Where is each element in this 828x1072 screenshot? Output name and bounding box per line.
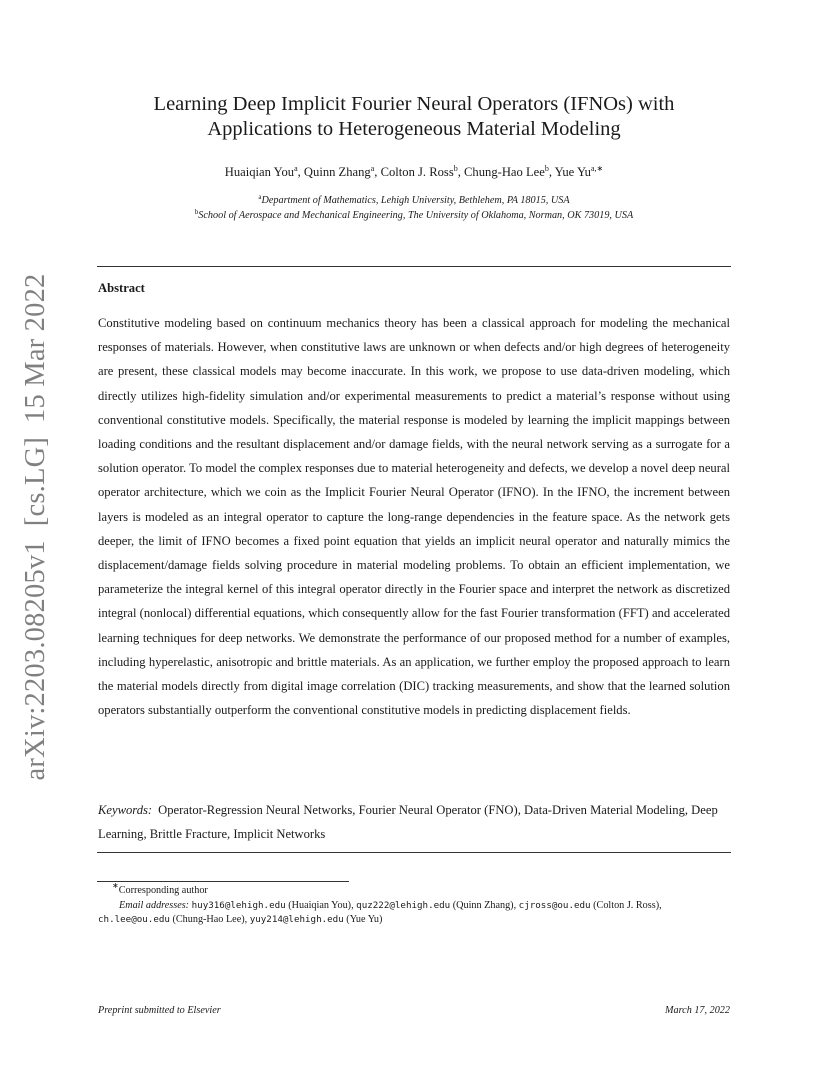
affiliation: $^b$School of Aerospace and Mechanical Engineering, The University of Oklahoma, Norman, OK 73019, USA xyxy=(194,208,634,221)
email-link[interactable]: ch.lee@ou.edu xyxy=(98,914,170,925)
email-link[interactable]: huy316@lehigh.edu xyxy=(191,899,286,911)
author: Colton J. Ross$^b$, xyxy=(380,164,465,179)
affiliation-list xyxy=(98,193,730,223)
arxiv-identifier: arXiv:2203.08205v1 xyxy=(20,540,51,781)
email-entry: ch.lee@ou.edu (Chung-Hao Lee), xyxy=(98,914,250,925)
paper-title-line-1: Learning Deep Implicit Fourier Neural Operators (IFNOs) with xyxy=(153,93,675,115)
corresponding-author-note: ∗Corresponding author xyxy=(112,881,208,896)
paper-title xyxy=(98,92,730,142)
keywords xyxy=(98,798,730,846)
arxiv-date: 15 Mar 2022 xyxy=(20,273,51,423)
email-entry: yuy214@lehigh.edu (Yue Yu) xyxy=(249,914,383,925)
top-rule xyxy=(97,266,731,267)
author: Chung-Hao Lee$^b$, xyxy=(464,164,555,179)
paper-title-line-2: Applications to Heterogeneous Material Modeling xyxy=(207,118,621,140)
email-label: Email addresses: xyxy=(119,899,190,911)
abstract-heading: Abstract xyxy=(98,281,145,295)
footer-date: March 17, 2022 xyxy=(665,1005,730,1016)
email-link[interactable]: cjross@ou.edu xyxy=(518,899,591,911)
bottom-rule xyxy=(97,852,731,853)
arxiv-category: [cs.LG] xyxy=(20,436,51,527)
email-link[interactable]: quz222@lehigh.edu xyxy=(356,899,451,911)
author: Quinn Zhang$^a$, xyxy=(303,164,381,179)
email-addresses xyxy=(98,899,730,928)
author: Yue $Yu^{a,∗}$ xyxy=(554,164,604,179)
keywords-label: Keywords: xyxy=(98,803,153,817)
arxiv-stamp xyxy=(20,260,52,781)
affiliation: $^a$Department of Mathematics, Lehigh University, Bethlehem, PA 18015, USA xyxy=(258,193,570,206)
author: Huaiqian You$^a$, xyxy=(224,164,304,179)
abstract-body: Constitutive modeling based on continuum mechanics theory has been a classical approach for modeling the mechanical responses of materials. However, when constitutive laws are unknown or when defects and/or high degrees of heterogeneity are present, these classical models may become inaccurate. In this work, we propose to use data-driven modeling, which directly utilizes high-fidelity simulation and/or experimental measurements to predict a material’s response without using conventional constitutive models. Specifically, the material response is modeled by learning the implicit mappings between loading conditions and the resultant displacement and/or damage fields, with the neural network serving as a surrogate for a solution operator. To model the complex responses due to material heterogeneity and defects, we develop a novel deep neural operator architecture, which we coin as the Implicit Fourier Neural Operator (IFNO). In the IFNO, the increment between layers is modeled as an integral operator to capture the long-range dependencies in the feature space. As the network gets deeper, the limit of IFNO becomes a fixed point equation that yields an implicit neural operator and naturally mimics the displacement/damage fields solving procedure in material modeling problems. To obtain an efficient implementation, we parameterize the integral kernel of this integral operator directly in the Fourier space and interpret the network as discretized integral (nonlocal) differential equations, which consequently allow for the fast Fourier transformation (FFT) and accelerated learning techniques for deep networks. We demonstrate the performance of our proposed method for a number of examples, including hyperelastic, anisotropic and brittle materials. As an application, we further employ the proposed approach to learn the material models directly from digital image correlation (DIC) tracking measurements, and show that the learned solution operators substantially outperform the conventional constitutive models in predicting displacement fields. xyxy=(98,316,730,718)
footnotes xyxy=(98,881,730,928)
email-entry: huy316@lehigh.edu (Huaiqian You), xyxy=(191,899,357,911)
email-link[interactable]: yuy214@lehigh.edu xyxy=(249,914,344,925)
author-list xyxy=(98,164,730,180)
email-entry: quz222@lehigh.edu (Quinn Zhang), xyxy=(356,899,519,911)
footnote-rule xyxy=(97,881,349,882)
footer-preprint-note: Preprint submitted to Elsevier xyxy=(98,1005,221,1016)
keywords-text: Operator-Regression Neural Networks, Fourier Neural Operator (FNO), Data-Driven Material Modeling, Deep Learning, Brittle Fracture, Implicit Networks xyxy=(98,803,718,841)
email-entry: cjross@ou.edu (Colton J. Ross), xyxy=(518,899,662,911)
